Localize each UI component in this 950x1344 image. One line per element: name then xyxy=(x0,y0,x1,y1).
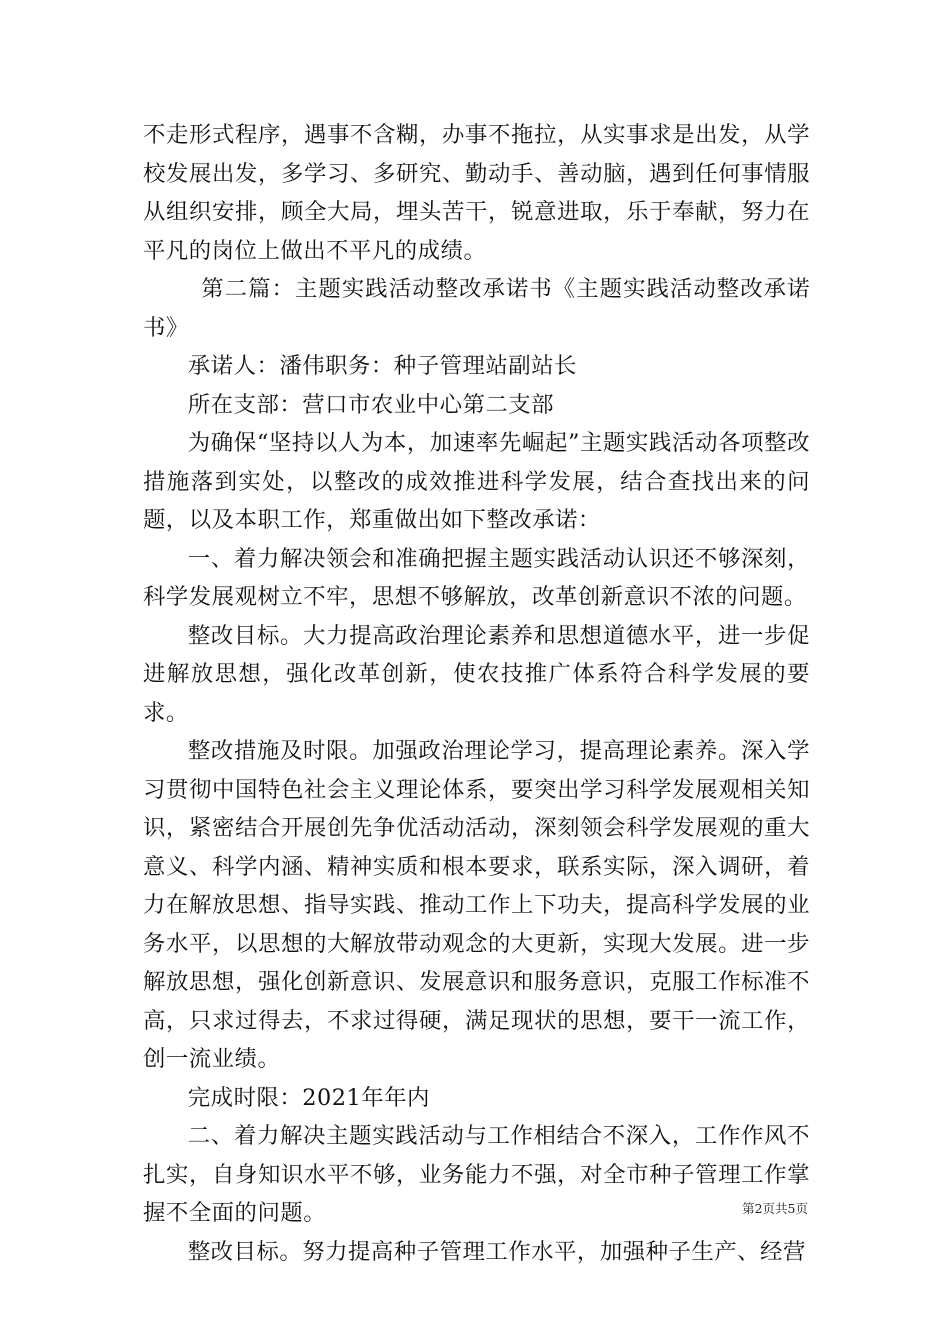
branch-line: 所在支部：营口市农业中心第二支部 xyxy=(187,391,555,418)
intro-paragraph: 为确保“坚持以人为本，加速率先崛起”主题实践活动各项整改措施落到实处，以整改的成效推进科学发展，结合查找出来的问题，以及本职工作，郑重做出如下整改承诺： xyxy=(143,430,810,533)
promiser-line: 承诺人：潘伟职务：种子管理站副站长 xyxy=(187,353,577,379)
issue-two-paragraph: 二、着力解决主题实践活动与工作相结合不深入，工作作风不扎实，自身知识水平不够，业务能力不强，对全市种子管理工作掌握不全面的问题。 xyxy=(143,1123,810,1226)
measures-paragraph: 整改措施及时限。加强政治理论学习，提高理论素养。深入学习贯彻中国特色社会主义理论体系，要突出学习科学发展观相关知识，紧密结合开展创先争优活动活动，深刻领会科学发展观的重大意义、科学内涵、精神实质和根本要求，联系实际，深入调研，着力在解放思想、指导实践、推动工作上下功夫，提高科学发展的业务水平，以思想的大解放带动观念的大更新，实现大发展。进一步解放思想，强化创新意识、发展意识和服务意识，克服工作标准不高，只求过得去，不求过得硬，满足现状的思想，要干一流工作，创一流业绩。 xyxy=(143,738,810,1072)
deadline-paragraph: 完成时限：2021年年内 xyxy=(187,1084,430,1111)
document-body xyxy=(143,116,810,1271)
issue-one-paragraph: 一、着力解决领会和准确把握主题实践活动认识还不够深刻，科学发展观树立不牢，思想不够解放，改革创新意识不浓的问题。 xyxy=(143,545,810,610)
section-heading: 第二篇：主题实践活动整改承诺书《主题实践活动整改承诺书》 xyxy=(143,276,810,341)
page-number: 第2页共5页 xyxy=(742,1201,808,1216)
paragraph-continuation: 不走形式程序，遇事不含糊，办事不拖拉，从实事求是出发，从学校发展出发，多学习、多研究、勤动手、善动脑，遇到任何事情服从组织安排，顾全大局，埋头苦干，锐意进取，乐于奉献，努力在平凡的岗位上做出不平凡的成绩。 xyxy=(143,122,810,264)
goal-one-paragraph: 整改目标。大力提高政治理论素养和思想道德水平，进一步促进解放思想，强化改革创新，使农技推广体系符合科学发展的要求。 xyxy=(143,622,810,726)
goal-two-paragraph: 整改目标。努力提高种子管理工作水平，加强种子生产、经营 xyxy=(187,1238,806,1265)
